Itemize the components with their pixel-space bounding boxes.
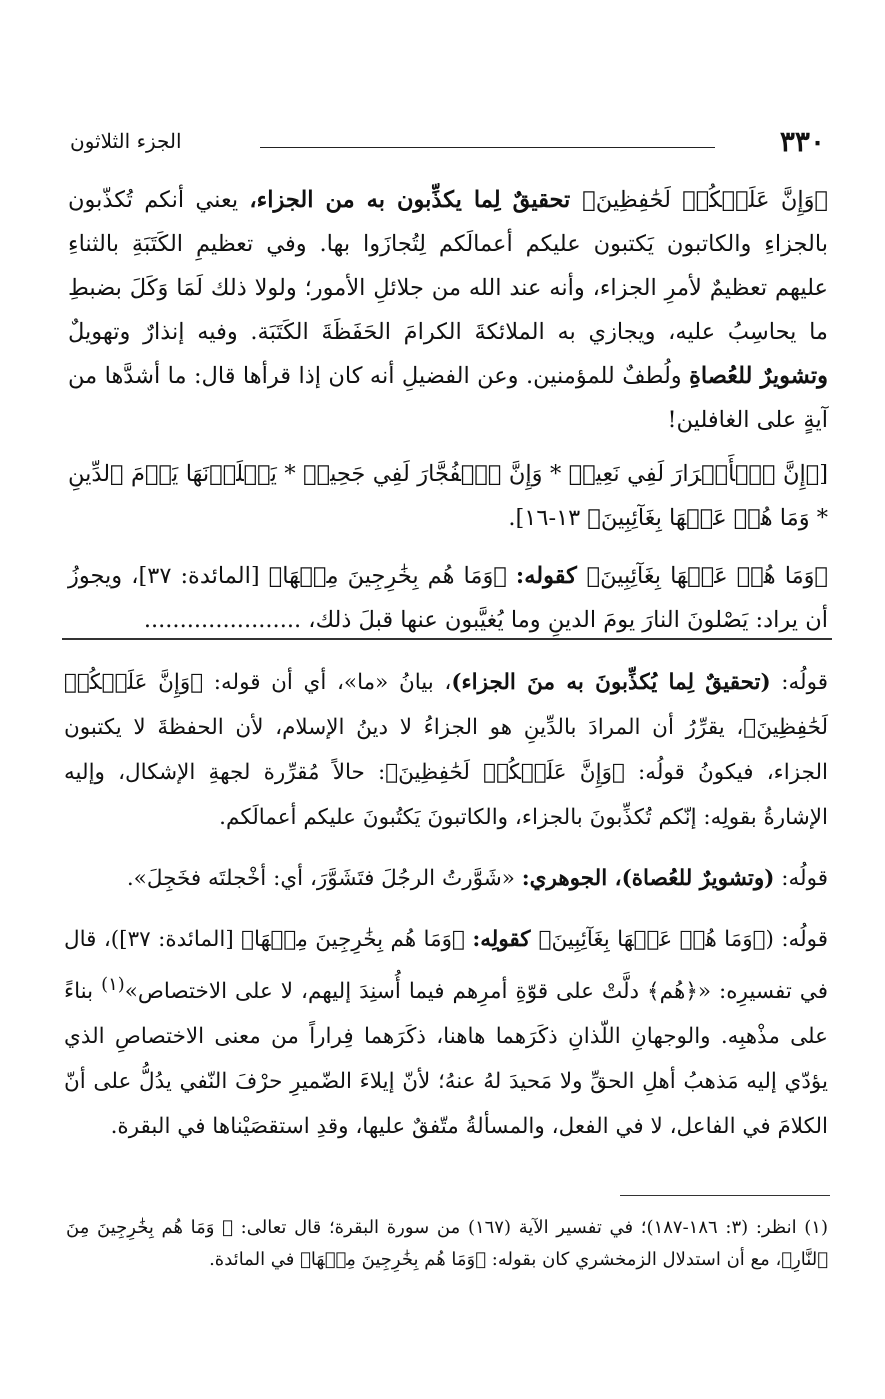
- bold-phrase: كقوله:: [515, 563, 587, 589]
- paragraph-text: [المائدة: ٣٧]، ويجوزُ أن يراد: يَصْلونَ النارَ يومَ الدينِ وما يُغيَّبون عنها قبلَ ذلك، ......................: [68, 563, 828, 633]
- quran-verse: ﴿وَإِنَّ عَلَيۡكُمۡ لَحَٰفِظِينَ﴾: [64, 670, 828, 740]
- quran-verse: ﴿وَمَا هُم بِخَٰرِجِينَ مِنۡهَا﴾: [300, 1249, 487, 1270]
- quran-verse: ﴿وَمَا هُم بِخَٰرِجِينَ مِنۡهَا﴾: [268, 563, 516, 589]
- paragraph-text: ، بيانُ «ما»، أي أن قوله:: [203, 670, 452, 695]
- paragraph-text: في المائدة.: [209, 1249, 301, 1270]
- paragraph-text: [المائدة: ٣٧])، قال في تفسيرِه: «: [64, 927, 829, 1005]
- paragraph-text: دلَّتْ على قوّةِ أمرِهم فيما أُسنِدَ إليهم، لا على الاختصاص»: [124, 979, 648, 1005]
- quran-verse: ﴿وَمَا هُم بِخَٰرِجِينَ مِنۡهَا﴾: [241, 927, 473, 952]
- main-paragraph-2: [68, 554, 828, 642]
- paragraph-text: قولُه:: [774, 866, 828, 891]
- bold-phrase: تحقيقٌ لِما يكذِّبون به من الجزاء،: [249, 187, 583, 213]
- footnote-reference[interactable]: (١): [101, 974, 125, 995]
- commentary-paragraph-3: [64, 917, 828, 1149]
- quran-verse: ﴿وَمَا هُمۡ عَنۡهَا بِغَآئِبِينَ﴾: [586, 563, 828, 589]
- paragraph-text: ولُطفٌ للمؤمنين. وعن الفضيلِ أنه كان إذا قرأها قال: ما أشدَّها من آيةٍ على الغافلين!: [68, 363, 828, 433]
- section-divider: [62, 638, 832, 640]
- juz-title: الجزء الثلاثون: [70, 129, 182, 153]
- quran-verse: ﴿وَإِنَّ عَلَيۡكُمۡ لَحَٰفِظِينَ﴾: [385, 760, 625, 785]
- paragraph-text: يعني أنكم تُكذّبون بالجزاءِ والكاتبون يَكتبون عليكم أعمالَكم لِتُجازَوا بها. وفي تعظيمِ الكَتَبَةِ بالثناءِ عليهم تعظيمٌ لأمرِ الجزاء، وأنه عند الله من جلائلِ الأمور؛ ولولا ذلك لَمَا وَكَلَ بضبطِ ما يحاسِبُ عليه، ويجازي به الملائكةَ الكرامَ الحَفَظَةَ الكَتَبَة. وفيه إنذارٌ وتهويلٌ: [68, 187, 828, 345]
- paragraph-text: : حالاً مُقرِّرة لجهةِ الإشكال، وإليه الإشارةُ بقولِه: إنّكم تُكذِّبونَ بالجزاء، والكاتبونَ يَكتُبونَ عليكم أعمالَكم.: [64, 760, 828, 830]
- paragraph-text: قولُه: (: [765, 927, 829, 952]
- footnote: [66, 1212, 828, 1276]
- bold-phrase: (تحقيقٌ لِما يُكذِّبونَ به منَ الجزاء): [451, 670, 771, 695]
- main-paragraph-1: [68, 178, 828, 442]
- footnote-rule: [620, 1195, 830, 1196]
- header-rule: [260, 147, 715, 148]
- quran-verses-block: [﴿إِنَّ ٱلۡأَبۡرَارَ لَفِي نَعِيمٖ * وَإِنَّ ٱلۡفُجَّارَ لَفِي جَحِيمٖ * يَصۡلَوۡنَهَا يَوۡمَ ٱلدِّينِ * وَمَا هُمۡ عَنۡهَا بِغَآئِبِينَ﴾ ١٣-١٦].: [68, 461, 828, 531]
- paragraph-text: بناءً على مذْهبِه. والوجهانِ اللّذانِ ذكَرَهما هاهنا، ذكَرَهما فِراراً من معنى الاختصاصِ الذي يؤدّي إليه مَذهبُ أهلِ الحقِّ ولا مَحيدَ لهُ عنهُ؛ لأنّ إيلاءَ الضّميرِ حرْفَ النّفي يدُلُّ على أنّ الكلامَ في الفاعل، لا في الفعل، والمسألةُ متّفقٌ عليها، وقدِ استقصَيْناها في البقرة.: [64, 979, 828, 1140]
- main-text: [68, 178, 828, 642]
- paragraph-text: ، يقرِّرُ أن المرادَ بالدِّينِ هو الجزاءُ لا دينُ الإسلام، لأن الحفظةَ لا يكتبون الجزاء، فيكونُ قولُه:: [64, 715, 828, 785]
- commentary-paragraph-2: [64, 856, 828, 901]
- bold-phrase: كقولِه:: [472, 927, 539, 952]
- quran-verse: ﴿ وَمَا هُم بِخَٰرِجِينَ مِنَ ٱلنَّارِ﴾: [66, 1217, 828, 1270]
- paragraph-text: ، مع أن استدلال الزمخشري كان بقوله:: [486, 1249, 782, 1270]
- quran-verse: ﴿وَمَا هُمۡ عَنۡهَا بِغَآئِبِينَ﴾: [538, 927, 766, 952]
- paragraph-text: «شَوَّرتُ الرجُلَ فتَشَوَّرَ، أي: أخْجلتَه فخَجِلَ».: [126, 866, 522, 891]
- commentary-section: [64, 660, 828, 1165]
- quran-verse: ﴿وَإِنَّ عَلَيۡكُمۡ لَحَٰفِظِينَ﴾: [582, 187, 828, 213]
- bold-phrase: وتشويرٌ للعُصاةِ: [689, 363, 828, 389]
- bold-phrase: (وتشويرٌ للعُصاة)، الجوهري:: [521, 866, 775, 891]
- paragraph-text: (١) انظر: (٣: ١٨٦-١٨٧)؛ في تفسير الآية (١٦٧) من سورة البقرة؛ قال تعالى:: [233, 1217, 828, 1238]
- quran-verse: ﴿هُم﴾: [647, 979, 698, 1005]
- commentary-paragraph-1: [64, 660, 828, 840]
- page-number: ٣٣٠: [779, 125, 825, 158]
- paragraph-text: قولُه:: [770, 670, 828, 695]
- page-header: [70, 125, 825, 165]
